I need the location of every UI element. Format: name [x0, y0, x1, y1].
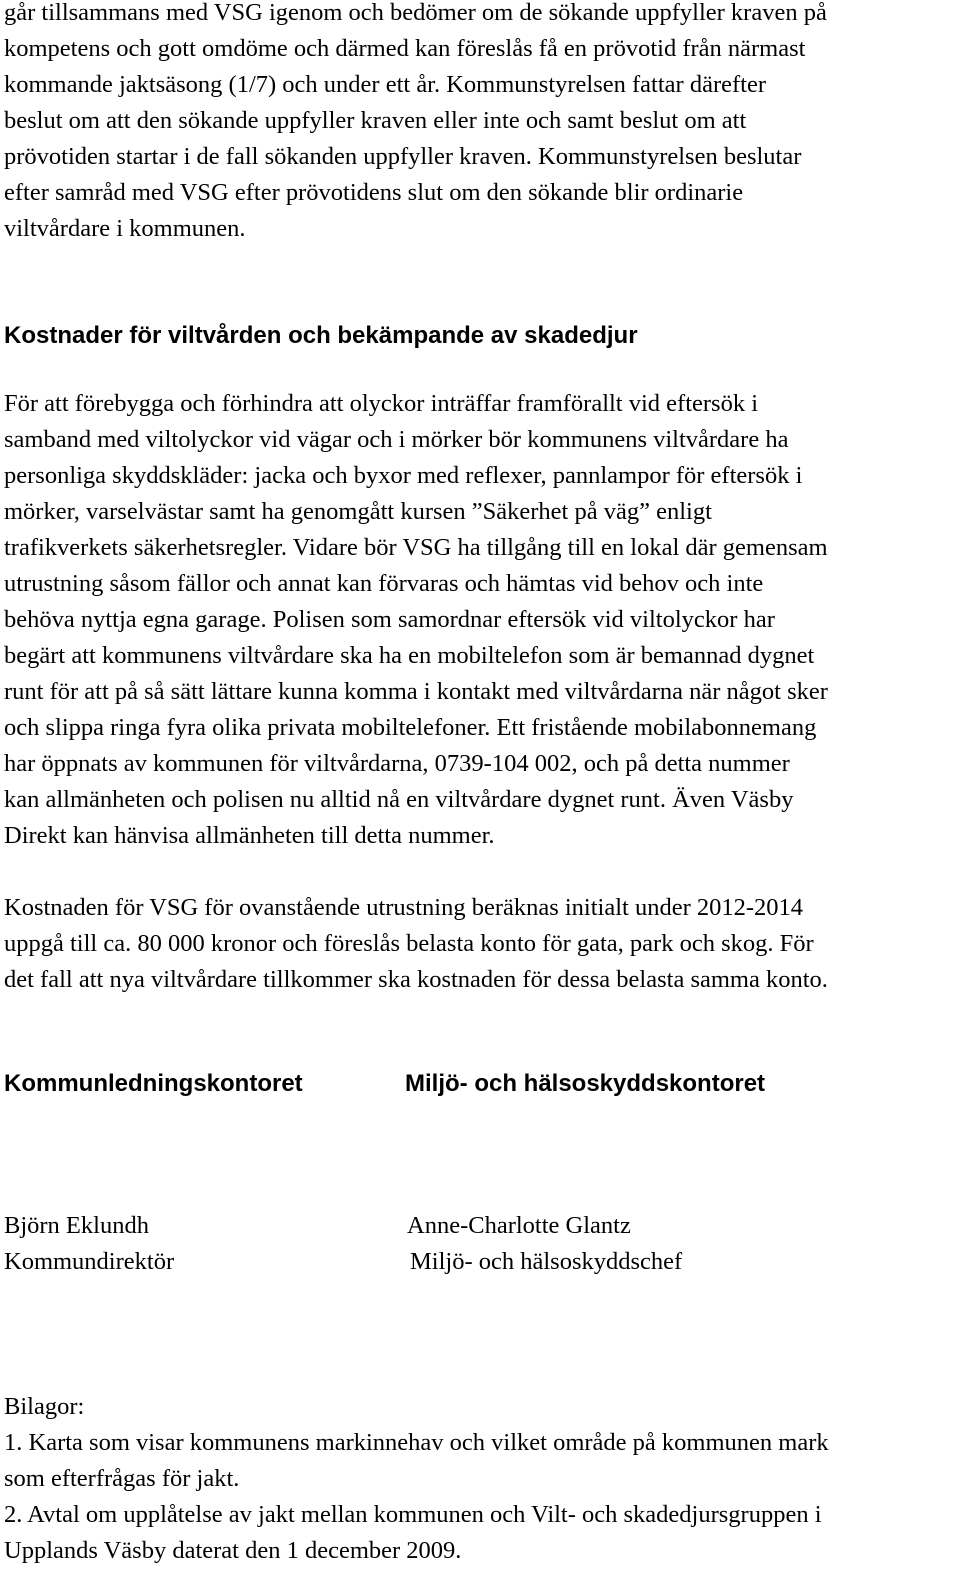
paragraph-line: beslut om att den sökande uppfyller kraven eller inte och samt beslut om att: [4, 107, 747, 134]
signature-name: Björn Eklundh: [4, 1212, 149, 1239]
attachment-line: 1. Karta som visar kommunens markinnehav och vilket område på kommunen mark: [4, 1429, 829, 1456]
paragraph-line: samband med viltolyckor vid vägar och i mörker bör kommunens viltvårdare ha: [4, 426, 789, 453]
attachments-list: [4, 1389, 958, 1569]
signature-office: Miljö- och hälsoskyddskontoret: [405, 1070, 766, 1097]
paragraph-line: runt för att på så sätt lättare kunna komma i kontakt med viltvårdarna när något sker: [4, 678, 828, 705]
paragraph-line: mörker, varselvästar samt ha genomgått kursen ”Säkerhet på väg” enligt: [4, 498, 712, 525]
paragraph-line: För att förebygga och förhindra att olyckor inträffar framförallt vid eftersök i: [4, 390, 759, 417]
paragraph-line: prövotiden startar i de fall sökanden uppfyller kraven. Kommunstyrelsen beslutar: [4, 143, 802, 170]
paragraph-line: kan allmänheten och polisen nu alltid nå en viltvårdare dygnet runt. Även Väsby: [4, 786, 794, 813]
signature-office: Kommunledningskontoret: [4, 1070, 303, 1097]
paragraph-line: uppgå till ca. 80 000 kronor och föreslås belasta konto för gata, park och skog. För: [4, 930, 814, 957]
signature-title: Miljö- och hälsoskyddschef: [410, 1248, 683, 1275]
paragraph-line: trafikverkets säkerhetsregler. Vidare bör VSG ha tillgång till en lokal där gemensam: [4, 534, 828, 561]
paragraph-line: kommande jaktsäsong (1/7) och under ett år. Kommunstyrelsen fattar därefter: [4, 71, 766, 98]
attachments-label: Bilagor:: [4, 1393, 85, 1420]
section-heading: Kostnader för viltvården och bekämpande av skadedjur: [4, 322, 638, 349]
paragraph-line: det fall att nya viltvårdare tillkommer ska kostnaden för dessa belasta samma konto.: [4, 966, 828, 993]
paragraph-line: begärt att kommunens viltvårdare ska ha en mobiltelefon som är bemannad dygnet: [4, 642, 815, 669]
signature-block: [4, 1069, 958, 1309]
paragraph-line: personliga skyddskläder: jacka och byxor med reflexer, pannlampor för eftersök i: [4, 462, 803, 489]
paragraph-line: och slippa ringa fyra olika privata mobiltelefoner. Ett fristående mobilabonnemang: [4, 714, 817, 741]
attachment-line: Upplands Väsby daterat den 1 december 2009.: [4, 1537, 462, 1564]
paragraph-line: behöva nyttja egna garage. Polisen som samordnar eftersök vid viltolyckor har: [4, 606, 775, 633]
paragraph-line: Kostnaden för VSG för ovanstående utrustning beräknas initialt under 2012-2014: [4, 894, 804, 921]
signature-title: Kommundirektör: [4, 1248, 175, 1275]
paragraph-line: utrustning såsom fällor och annat kan förvaras och hämtas vid behov och inte: [4, 570, 764, 597]
paragraph-line: viltvårdare i kommunen.: [4, 215, 246, 242]
paragraph-line: efter samråd med VSG efter prövotidens slut om den sökande blir ordinarie: [4, 179, 744, 206]
paragraph-line: går tillsammans med VSG igenom och bedömer om de sökande uppfyller kraven på: [4, 0, 827, 26]
paragraph-line: har öppnats av kommunen för viltvårdarna, 0739-104 002, och på detta nummer: [4, 750, 790, 777]
cost-estimate-paragraph: [4, 890, 958, 998]
intro-paragraph: [4, 0, 958, 247]
attachment-line: som efterfrågas för jakt.: [4, 1465, 240, 1492]
cost-paragraph: [4, 386, 958, 854]
signature-name: Anne-Charlotte Glantz: [407, 1212, 631, 1239]
paragraph-line: Direkt kan hänvisa allmänheten till detta nummer.: [4, 822, 495, 849]
attachment-line: 2. Avtal om upplåtelse av jakt mellan kommunen och Vilt- och skadedjursgruppen i: [4, 1501, 822, 1528]
paragraph-line: kompetens och gott omdöme och därmed kan föreslås få en prövotid från närmast: [4, 35, 806, 62]
